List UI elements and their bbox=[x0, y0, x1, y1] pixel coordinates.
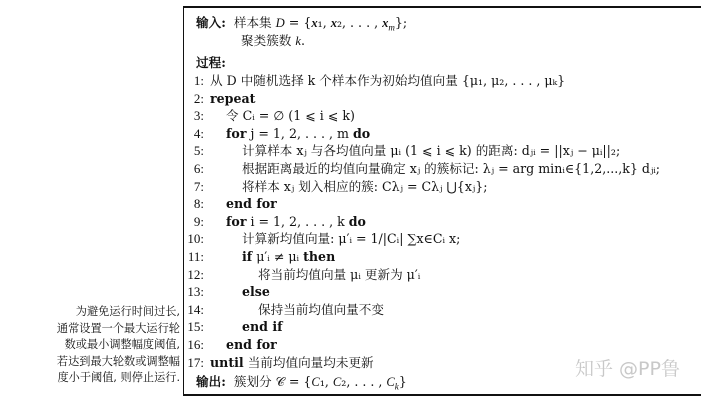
step-number: 14: bbox=[187, 301, 204, 317]
step-number: 17: bbox=[187, 354, 204, 370]
watermark: 知乎 @PP鲁 bbox=[575, 358, 680, 380]
step-number: 10: bbox=[187, 231, 204, 247]
output-line bbox=[196, 373, 407, 396]
input-text: 样本集 D = {x₁, x₂, . . . , $x_m$}; bbox=[233, 15, 408, 33]
side-note bbox=[8, 304, 180, 387]
step-number: 4: bbox=[193, 125, 204, 141]
step-text: else bbox=[242, 284, 270, 300]
step-number: 9: bbox=[193, 213, 204, 229]
step-number: 16: bbox=[187, 337, 204, 352]
step-text: for j = 1, 2, . . . , m do bbox=[226, 125, 371, 141]
step-text: 将当前均值向量 μᵢ 更新为 μ′ᵢ bbox=[258, 266, 421, 282]
step-text: for i = 1, 2, . . . , k do bbox=[226, 213, 366, 229]
step-number: 2: bbox=[193, 90, 204, 106]
step-text: repeat bbox=[210, 90, 256, 106]
input-label: 输入: bbox=[196, 15, 226, 30]
step-number: 5: bbox=[193, 143, 204, 159]
side-note-line: 度小于阈值, 则停止运行. bbox=[57, 371, 180, 385]
step-text: if μ′ᵢ ≠ μᵢ then bbox=[242, 249, 336, 264]
step-text: 从 D 中随机选择 k 个样本作为初始均值向量 {μ₁, μ₂, . . . , μₖ} bbox=[210, 73, 566, 88]
process-label: 过程: bbox=[196, 55, 226, 70]
step-text: 令 Cᵢ = ∅ (1 ⩽ i ⩽ k) bbox=[226, 108, 355, 124]
step-text: 计算新均值向量: μ′ᵢ = 1/|Cᵢ| ∑x∈Cᵢ x; bbox=[242, 231, 461, 247]
step-text: 计算样本 xⱼ 与各均值向量 μᵢ (1 ⩽ i ⩽ k) 的距离: dⱼᵢ = ||xⱼ − μᵢ||₂; bbox=[242, 143, 621, 159]
step-text: end for bbox=[226, 337, 277, 352]
step-number: 12: bbox=[187, 266, 204, 282]
step-text: end for bbox=[226, 196, 277, 212]
output-text: 簇划分 𝒞 = {C₁, C₂, . . . , $C_k$} bbox=[233, 374, 407, 392]
step-number: 7: bbox=[193, 178, 204, 194]
step-number: 1: bbox=[193, 73, 204, 88]
side-note-line: 通常设置一个最大运行轮 bbox=[56, 321, 180, 335]
step-number: 3: bbox=[193, 108, 204, 124]
side-note-line: 若达到最大轮数或调整幅 bbox=[56, 354, 180, 368]
side-note-line: 为避免运行时间过长, bbox=[75, 305, 180, 318]
step-text: 保持当前均值向量不变 bbox=[258, 301, 384, 317]
input-line-2: 聚类簇数 k. bbox=[241, 33, 305, 48]
side-note-line: 数或最小调整幅度阈值, bbox=[64, 338, 180, 352]
step-number: 15: bbox=[187, 319, 204, 335]
step-number: 8: bbox=[193, 196, 204, 212]
output-label: 输出: bbox=[196, 374, 226, 389]
step-text: until 当前均值向量均未更新 bbox=[210, 354, 374, 370]
step-number: 13: bbox=[187, 284, 204, 300]
step-text: 根据距离最近的均值向量确定 xⱼ 的簇标记: λⱼ = arg minᵢ∈{1,2,...,k} dⱼᵢ; bbox=[242, 161, 661, 176]
step-number: 6: bbox=[193, 161, 204, 176]
step-text: end if bbox=[242, 319, 283, 335]
top-rule bbox=[183, 6, 701, 8]
step-number: 11: bbox=[187, 249, 204, 264]
step-text: 将样本 xⱼ 划入相应的簇: Cλⱼ = Cλⱼ ⋃{xⱼ}; bbox=[242, 178, 488, 194]
